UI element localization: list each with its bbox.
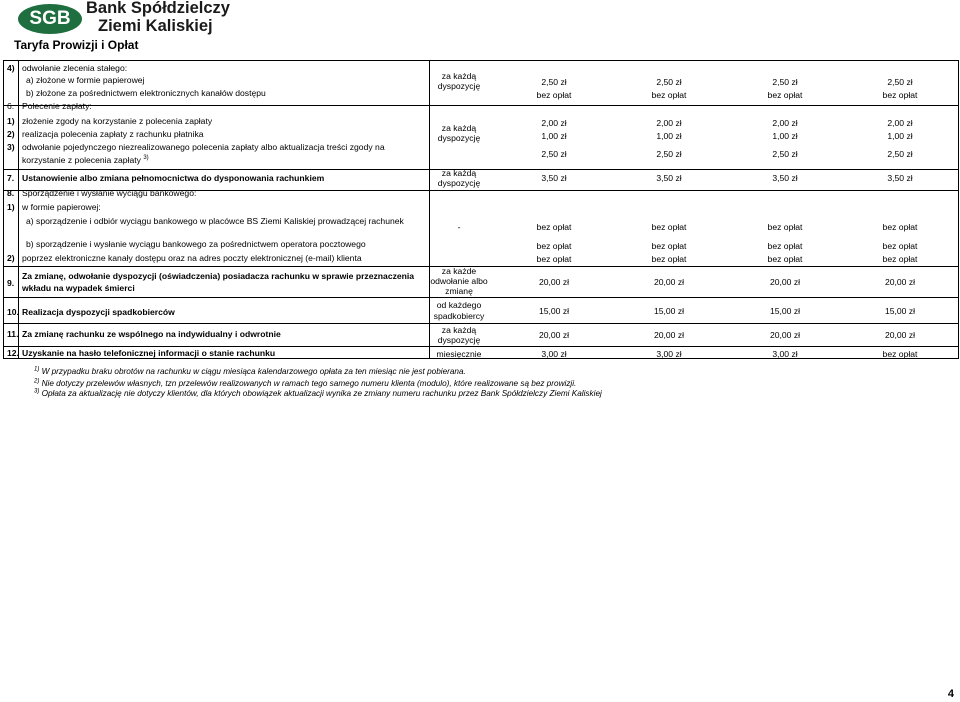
row-number: 11. [7, 329, 19, 339]
fee-value: bez opłat [651, 254, 687, 264]
fee-value: 3,00 zł [656, 349, 682, 359]
row-number: 1) [7, 116, 15, 126]
row-label: Polecenie zapłaty: [22, 101, 92, 111]
fee-table [3, 60, 959, 359]
fee-value: 20,00 zł [653, 330, 685, 340]
unit-label: odwołanie albo [430, 276, 488, 286]
fee-value: 20,00 zł [538, 277, 570, 287]
unit-label: za każde [441, 266, 477, 276]
document-title: Taryfa Prowizji i Opłat [14, 38, 139, 52]
sgb-logo: SGB [18, 4, 82, 34]
footnote: $^{3)}$ Opłata za aktualizację nie dotyczy klientów, dla których obowiązek aktualizacji wynika ze zmiany numeru rachunku przez Bank Spółdzielczy Ziemi Kaliskiej [34, 388, 602, 398]
fee-value: 15,00 zł [884, 306, 916, 316]
row-label: Za zmianę rachunku ze wspólnego na indywidualny i odwrotnie [22, 329, 281, 339]
row-label: Realizacja dyspozycji spadkobierców [22, 307, 175, 317]
fee-value: 3,50 zł [541, 173, 567, 183]
fee-value: 3,00 zł [541, 349, 567, 359]
fee-value: bez opłat [767, 222, 803, 232]
fee-value: 1,00 zł [541, 131, 567, 141]
fee-value: bez opłat [651, 90, 687, 100]
fee-value: bez opłat [536, 222, 572, 232]
unit-label: za każdą dyspozycję [437, 123, 481, 143]
fee-value: 1,00 zł [887, 131, 913, 141]
fee-value: bez opłat [882, 222, 918, 232]
row-number: 8. [7, 188, 15, 198]
page-number: 4 [947, 688, 954, 700]
row-label: b) złożone za pośrednictwem elektronicznych kanałów dostępu [26, 88, 266, 98]
fee-value: 20,00 zł [653, 277, 685, 287]
row-label: Uzyskanie na hasło telefonicznej informacji o stanie rachunku [22, 348, 276, 358]
fee-value: 3,50 zł [772, 173, 798, 183]
fee-value: 3,50 zł [656, 173, 682, 183]
unit-label: za każdą dyspozycję [437, 325, 481, 345]
row-number: 2) [7, 253, 15, 263]
row-number: 6. [7, 101, 15, 111]
unit-label: - [457, 222, 461, 232]
fee-value: bez opłat [882, 254, 918, 264]
row-divider [4, 323, 958, 324]
bank-name-line2: Ziemi Kaliskiej [98, 17, 213, 35]
fee-value: 2,50 zł [541, 77, 567, 87]
row-number: 10. [7, 307, 19, 317]
fee-value: bez opłat [651, 241, 687, 251]
footnote-ref: 3) [143, 155, 149, 162]
fee-value: 2,50 zł [541, 149, 567, 159]
fee-value: 2,50 zł [772, 77, 798, 87]
fee-value: 15,00 zł [538, 306, 570, 316]
fee-value: 15,00 zł [653, 306, 685, 316]
row-label: Za zmianę, odwołanie dyspozycji (oświadczenia) posiadacza rachunku w sprawie przeznaczenia [22, 271, 415, 281]
row-label: złożenie zgody na korzystanie z polecenia zapłaty [22, 116, 213, 126]
fee-value: bez opłat [882, 349, 918, 359]
fee-value: 2,50 zł [656, 77, 682, 87]
row-label: a) złożone w formie papierowej [26, 75, 145, 85]
fee-value: 3,50 zł [887, 173, 913, 183]
fee-value: 20,00 zł [769, 277, 801, 287]
fee-value: bez opłat [536, 241, 572, 251]
row-divider [4, 105, 958, 106]
unit-label: zmianę [445, 286, 473, 296]
row-divider [4, 346, 958, 347]
row-label: a) sporządzenie i odbiór wyciągu bankowego w placówce BS Ziemi Kaliskiej prowadzącej rachunek [26, 216, 404, 226]
row-label: realizacja polecenia zapłaty z rachunku płatnika [22, 129, 204, 139]
footnote: $^{1)}$ W przypadku braku obrotów na rachunku w ciągu miesiąca kalendarzowego opłata za ten miesiąc nie jest pobierana. [34, 366, 466, 376]
row-number: 2) [7, 129, 15, 139]
fee-value: 2,50 zł [772, 149, 798, 159]
row-label: w formie papierowej: [22, 202, 101, 212]
fee-value: 2,50 zł [887, 77, 913, 87]
unit-label: za każdą dyspozycję [437, 71, 481, 91]
row-label: wkładu na wypadek śmierci [22, 283, 135, 293]
fee-value: 2,50 zł [656, 149, 682, 159]
bank-name-line1: Bank Spółdzielczy [86, 0, 230, 17]
fee-value: bez opłat [767, 90, 803, 100]
fee-value: bez opłat [651, 222, 687, 232]
fee-value: 3,00 zł [772, 349, 798, 359]
row-divider [4, 297, 958, 298]
fee-value: 20,00 zł [769, 330, 801, 340]
fee-value: 20,00 zł [884, 330, 916, 340]
row-number: 12. [7, 348, 19, 358]
row-label: Ustanowienie albo zmiana pełnomocnictwa do dysponowania rachunkiem [22, 173, 325, 183]
fee-value: 2,00 zł [656, 118, 682, 128]
fee-value: 2,50 zł [887, 149, 913, 159]
row-label: poprzez elektroniczne kanały dostępu oraz na adres poczty elektronicznej (e-mail) klienta [22, 253, 362, 263]
row-number: 9. [7, 278, 15, 288]
unit-label: od każdego [436, 300, 482, 310]
unit-label: za każdą dyspozycję [437, 168, 481, 188]
row-number: 4) [7, 63, 15, 73]
fee-value: 1,00 zł [772, 131, 798, 141]
row-label: Sporządzenie i wysłanie wyciągu bankowego: [22, 188, 197, 198]
unit-label: spadkobiercy [433, 311, 485, 321]
row-label: b) sporządzenie i wysłanie wyciągu bankowego za pośrednictwem operatora pocztowego [26, 239, 366, 249]
fee-value: bez opłat [882, 241, 918, 251]
row-number: 1) [7, 202, 15, 212]
fee-value: bez opłat [536, 90, 572, 100]
unit-label: miesięcznie [436, 349, 482, 359]
row-number: 3) [7, 142, 15, 152]
row-label: odwołanie pojedynczego niezrealizowanego polecenia zapłaty albo aktualizacja treści zgody na [22, 142, 385, 152]
fee-value: 15,00 zł [769, 306, 801, 316]
fee-value: bez opłat [882, 90, 918, 100]
fee-value: bez opłat [767, 254, 803, 264]
row-number: 7. [7, 173, 15, 183]
fee-value: 2,00 zł [887, 118, 913, 128]
fee-value: bez opłat [767, 241, 803, 251]
fee-value: 2,00 zł [541, 118, 567, 128]
row-label: korzystanie z polecenia zapłaty $^{3)}$ [22, 155, 149, 165]
footnote: $^{2)}$ Nie dotyczy przelewów własnych, tzn przelewów realizowanych w ramach tego samego numeru klienta (modulo), które realizowane są bez prowizji. [34, 378, 577, 388]
fee-value: 20,00 zł [538, 330, 570, 340]
fee-value: 2,00 zł [772, 118, 798, 128]
fee-value: 20,00 zł [884, 277, 916, 287]
row-label: odwołanie zlecenia stałego: [22, 63, 128, 73]
fee-value: bez opłat [536, 254, 572, 264]
fee-value: 1,00 zł [656, 131, 682, 141]
